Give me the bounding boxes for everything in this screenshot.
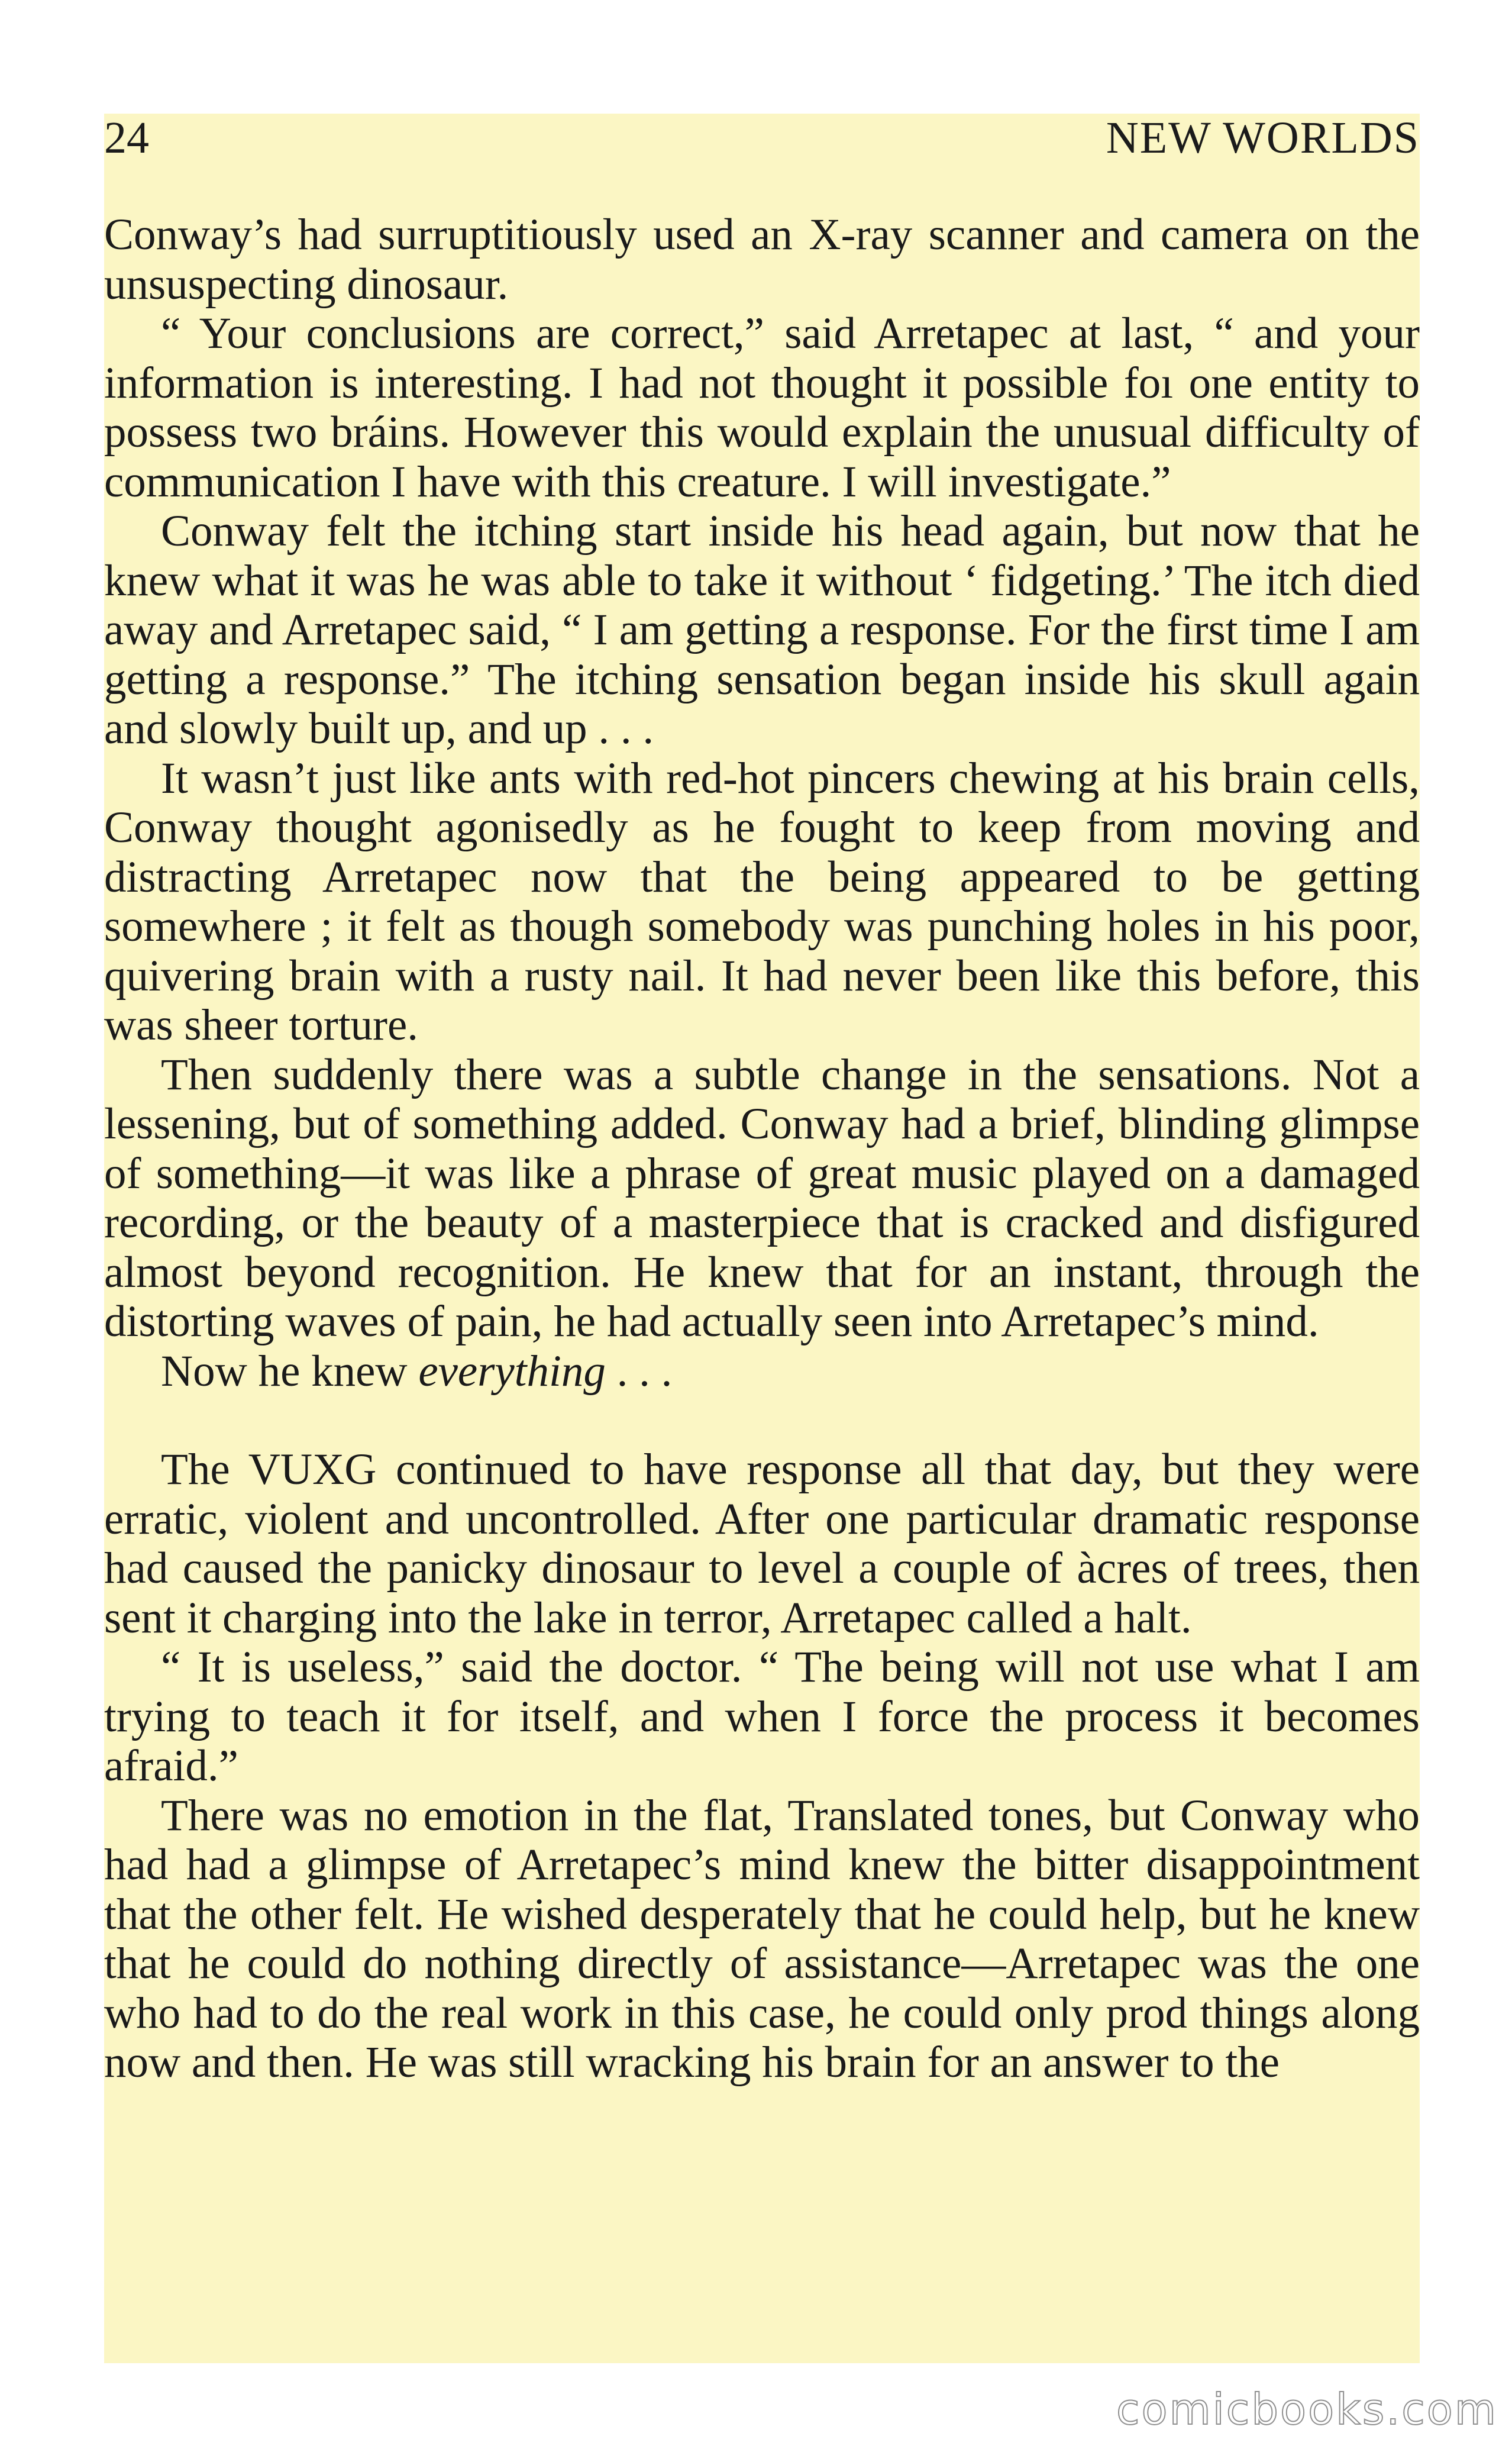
page-number: 24: [104, 113, 149, 163]
article-body: [104, 210, 1420, 2087]
paragraph: There was no emotion in the flat, Translated tones, but Conway who had had a glimpse of Arretapec’s mind knew the bitter disappointment that the other felt. He wished desperately that he could help, but he knew that he could do nothing directly of assistance—Arretapec was the one who had to do the real work in this case, he could only prod things along now and then. He was still wracking his brain for an answer to the: [104, 1790, 1420, 2087]
site-watermark: comicbooks.com: [1116, 2384, 1498, 2434]
paragraph: Conway’s had surruptitiously used an X-ray scanner and camera on the unsuspecting dinosaur.: [104, 210, 1420, 309]
paragraph: It wasn’t just like ants with red-hot pincers chewing at his brain cells, Conway thought agonisedly as he fought to keep from moving and distracting Arretapec now that the being appeared to be getting somewhere ; it felt as though somebody was punching holes in his poor, quivering brain with a rusty nail. It had never been like this before, this was sheer torture.: [104, 753, 1420, 1050]
closing-line: [104, 1347, 1420, 1396]
page-header: [104, 112, 1420, 178]
paragraph: Conway felt the itching start inside his head again, but now that he knew what it was he was able to take it without ‘ fidgeting.’ The itch died away and Arretapec said, “ I am getting a response. For the first time I am getting a response.” The itching sensation began inside his skull again and slowly built up, and up . . .: [104, 506, 1420, 753]
magazine-title: NEW WORLDS: [1106, 113, 1420, 163]
closing-line-emphasis: everything: [418, 1346, 606, 1396]
paragraph: “ It is useless,” said the doctor. “ The being will not use what I am trying to teach it for itself, and when I force the process it becomes afraid.”: [104, 1643, 1420, 1790]
closing-line-suffix: . . .: [605, 1346, 673, 1396]
paragraph: The VUXG continued to have response all that day, but they were erratic, violent and uncontrolled. After one particular dramatic response had caused the panicky dinosaur to level a couple of àcres of trees, then sent it charging into the lake in terror, Arretapec called a halt.: [104, 1445, 1420, 1643]
closing-line-prefix: Now he knew: [161, 1346, 419, 1396]
section-break: [104, 1396, 1420, 1445]
paragraph: “ Your conclusions are correct,” said Arretapec at last, “ and your information is interesting. I had not thought it possible foı one entity to possess two bráins. However this would explain the unusual difficulty of communication I have with this creature. I will investigate.”: [104, 309, 1420, 506]
paragraph: Then suddenly there was a subtle change in the sensations. Not a lessening, but of something added. Conway had a brief, blinding glimpse of something—it was like a phrase of great music played on a damaged recording, or the beauty of a masterpiece that is cracked and disfigured almost beyond recognition. He knew that for an instant, through the distorting waves of pain, he had actually seen into Arretapec’s mind.: [104, 1050, 1420, 1346]
